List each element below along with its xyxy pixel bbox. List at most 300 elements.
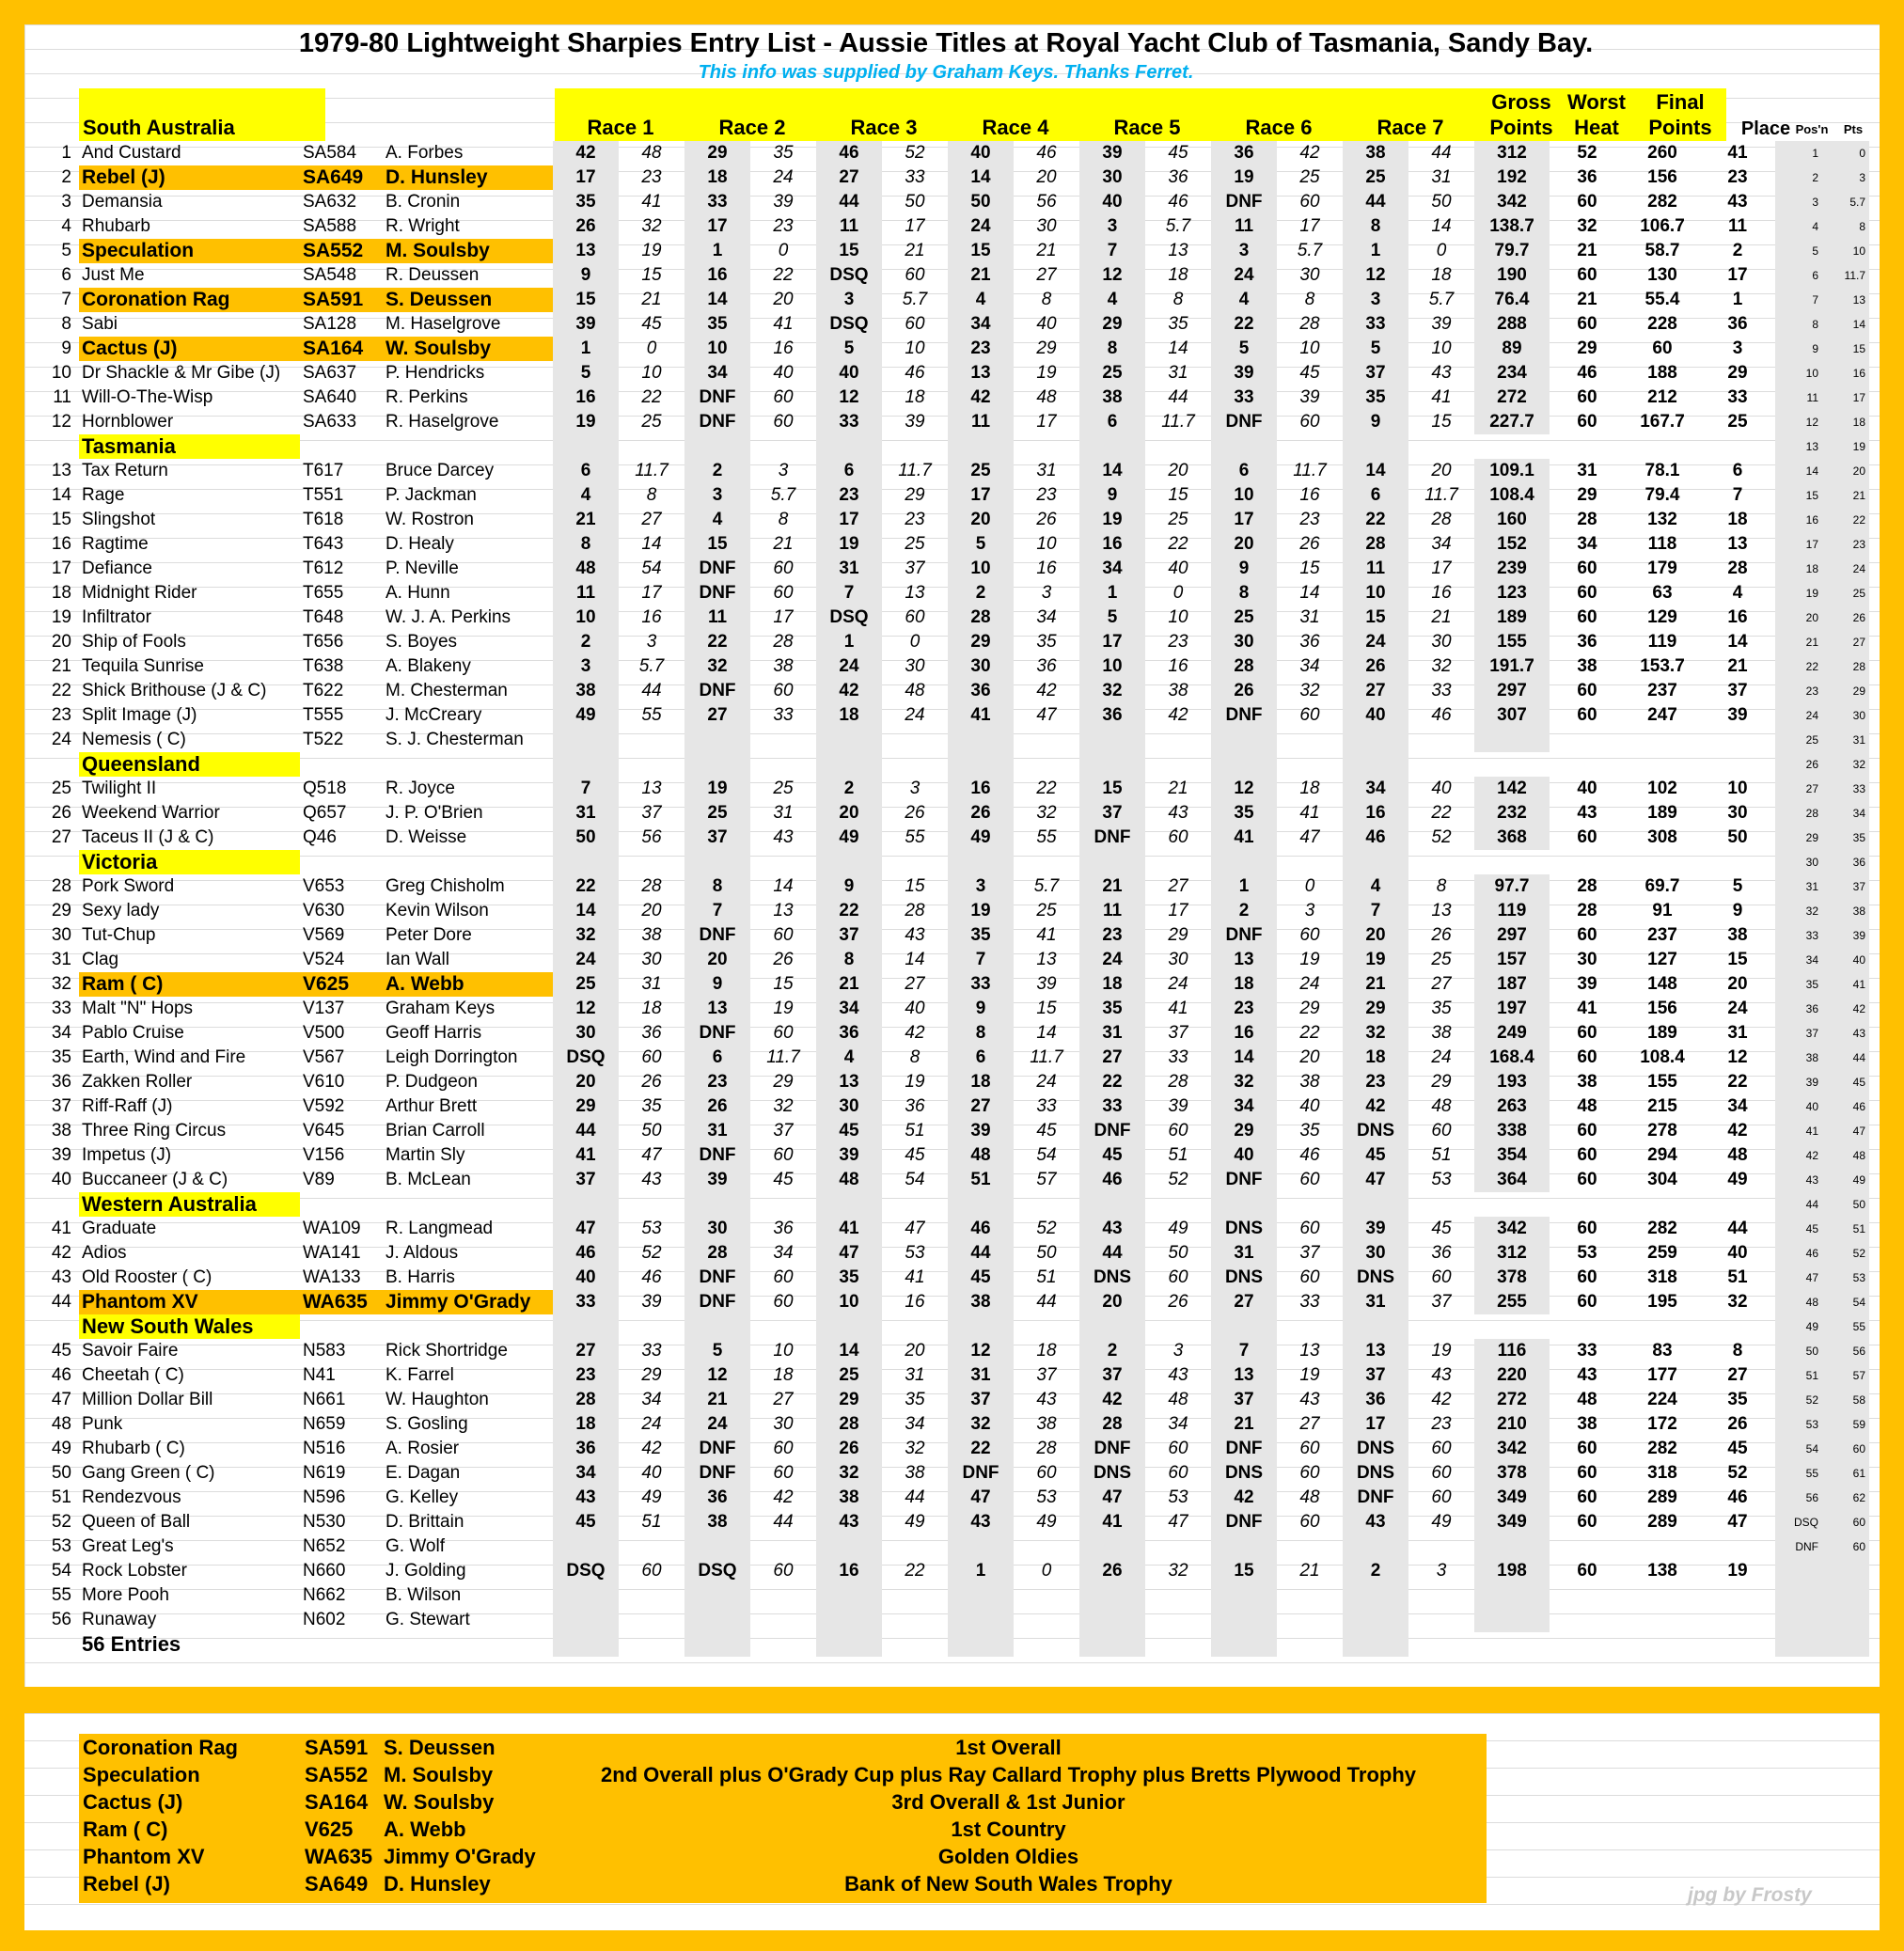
boat-name: Dr Shackle & Mr Gibe (J) — [82, 363, 281, 383]
sail-number: Q518 — [303, 779, 347, 798]
pts-value — [1822, 1583, 1869, 1608]
state-header: Victoria — [79, 850, 300, 874]
award-boat: Rebel (J) — [83, 1872, 170, 1896]
worst-heat — [1550, 1608, 1625, 1632]
race-points: 60 — [1299, 192, 1320, 212]
gross-points: 338 — [1474, 1119, 1550, 1143]
boat-name: Great Leg's — [82, 1536, 174, 1556]
race-cell — [619, 1314, 684, 1339]
posn-value: DNF — [1775, 1534, 1822, 1559]
race-place — [1211, 728, 1277, 752]
race-place: 37 — [1211, 1388, 1277, 1412]
pts-value: 41 — [1822, 972, 1869, 997]
race-points: 18 — [773, 1365, 794, 1385]
race-place: 45 — [816, 1119, 882, 1143]
posn-value: 49 — [1775, 1314, 1822, 1339]
race-points: 39 — [905, 412, 925, 432]
place: 5 — [1732, 876, 1743, 896]
posn-value: 27 — [1775, 777, 1822, 801]
race-points: 16 — [1036, 559, 1057, 578]
race-points: 37 — [1168, 1023, 1188, 1043]
race-place: 5 — [948, 532, 1014, 557]
skipper: Brian Carroll — [386, 1121, 485, 1141]
race-points: 60 — [1168, 1121, 1188, 1141]
gross-points: 342 — [1474, 190, 1550, 214]
race-place: 16 — [816, 1559, 882, 1583]
sail-number: SA552 — [300, 239, 383, 263]
final-points: 260 — [1647, 143, 1677, 163]
posn-value: 11 — [1775, 385, 1822, 410]
posn-value: 8 — [1775, 312, 1822, 337]
race-points: 52 — [905, 143, 925, 163]
race-place: DNF — [684, 1021, 750, 1046]
race-points: 13 — [1431, 901, 1452, 920]
race-1-header: Race 1 — [587, 116, 654, 139]
gross-points: 187 — [1474, 972, 1550, 997]
sail-number: Q46 — [303, 827, 337, 847]
entry-number: 8 — [61, 314, 71, 334]
race-points: 34 — [1036, 607, 1057, 627]
race-place: 22 — [553, 874, 619, 899]
pts-value: 49 — [1822, 1168, 1869, 1192]
gross-points: 234 — [1474, 361, 1550, 385]
race-points: 19 — [641, 241, 662, 260]
race-cell — [948, 434, 1014, 459]
race-place: DSQ — [553, 1559, 619, 1583]
race-place: 39 — [1211, 361, 1277, 385]
race-place: 37 — [684, 826, 750, 850]
award-skipper: M. Soulsby — [384, 1763, 494, 1786]
race-points: 60 — [773, 412, 794, 432]
award-title: Golden Oldies — [937, 1845, 1079, 1868]
race-place: DNF — [684, 385, 750, 410]
entry-number: 37 — [51, 1096, 71, 1116]
pts-value: 3 — [1822, 165, 1869, 190]
skipper: P. Hendricks — [386, 363, 485, 383]
race-points: 54 — [905, 1170, 925, 1189]
sail-number — [300, 1314, 383, 1339]
place: 27 — [1727, 1365, 1748, 1385]
race-points: 24 — [1299, 974, 1320, 994]
table-row — [24, 801, 1869, 826]
race-place: 14 — [948, 165, 1014, 190]
race-points: 56 — [641, 827, 662, 847]
race-place: 26 — [1343, 654, 1408, 679]
race-place: 19 — [1079, 508, 1145, 532]
race-points: 41 — [641, 192, 662, 212]
place: 9 — [1732, 901, 1743, 920]
race-place: 23 — [553, 1363, 619, 1388]
race-place: 35 — [1211, 801, 1277, 826]
award-sail: WA635 — [305, 1845, 373, 1868]
race-place — [816, 1583, 882, 1608]
worst-heat: 60 — [1577, 265, 1597, 285]
race-place: 29 — [948, 630, 1014, 654]
race-points — [1408, 1583, 1474, 1608]
race-points: 28 — [641, 876, 662, 896]
race-place: 7 — [684, 899, 750, 923]
race-cell — [1343, 850, 1408, 874]
worst-heat: 60 — [1577, 925, 1597, 945]
race-cell — [1277, 1632, 1343, 1657]
posn-value — [1775, 1632, 1822, 1657]
race-place: 34 — [1211, 1094, 1277, 1119]
race-cell — [1277, 1192, 1343, 1217]
race-place: 10 — [1343, 581, 1408, 606]
race-points: 39 — [1036, 974, 1057, 994]
final-points: 148 — [1647, 974, 1677, 994]
race-points: 5.7 — [1428, 290, 1455, 309]
place: 7 — [1732, 485, 1743, 505]
race-points: 26 — [1431, 925, 1452, 945]
posn-value: 4 — [1775, 214, 1822, 239]
race-place: 26 — [816, 1437, 882, 1461]
worst-heat: 60 — [1577, 1439, 1597, 1458]
pts-value: 50 — [1822, 1192, 1869, 1217]
race-points: 39 — [773, 192, 794, 212]
race-points: 45 — [1299, 363, 1320, 383]
worst-header-2: Heat — [1574, 116, 1619, 139]
skipper: M. Soulsby — [383, 239, 553, 263]
table-row — [24, 1534, 1869, 1559]
table-row — [24, 214, 1869, 239]
race-place: 37 — [948, 1388, 1014, 1412]
race-points: 3 — [1172, 1341, 1184, 1361]
entry-number: 36 — [51, 1072, 71, 1092]
table-row — [24, 1119, 1869, 1143]
skipper: J. Aldous — [386, 1243, 459, 1263]
final-points: 318 — [1647, 1463, 1677, 1483]
pts-value: 8 — [1822, 214, 1869, 239]
race-points: 57 — [1036, 1170, 1057, 1189]
sail-number: V89 — [303, 1170, 335, 1189]
race-place: 6 — [553, 459, 619, 483]
gross-points: 116 — [1474, 1339, 1550, 1363]
race-points: 30 — [905, 656, 925, 676]
final-points: 167.7 — [1640, 412, 1685, 432]
entry-number: 19 — [51, 607, 71, 627]
award-row — [79, 1870, 1487, 1897]
place: 51 — [1727, 1267, 1748, 1287]
race-place: 29 — [1211, 1119, 1277, 1143]
table-row — [24, 1168, 1869, 1192]
sail-number: N602 — [303, 1610, 346, 1629]
place: 17 — [1727, 265, 1748, 285]
race-points: 51 — [1168, 1145, 1188, 1165]
table-row — [24, 141, 1869, 165]
entry-number: 2 — [61, 167, 71, 187]
gross-points: 79.7 — [1474, 239, 1550, 263]
race-points: 50 — [1168, 1243, 1188, 1263]
race-points: 24 — [773, 167, 794, 187]
race-points — [750, 1534, 816, 1559]
race-points: 40 — [641, 1463, 662, 1483]
gross-points: 288 — [1474, 312, 1550, 337]
pts-value: 56 — [1822, 1339, 1869, 1363]
race-cell — [1211, 1632, 1277, 1657]
gross-points: 272 — [1474, 1388, 1550, 1412]
posn-value: 20 — [1775, 606, 1822, 630]
boat-name: Sabi — [82, 314, 118, 334]
final-points: 294 — [1647, 1145, 1677, 1165]
skipper — [383, 434, 553, 459]
race-place: 41 — [816, 1217, 882, 1241]
table-row — [24, 972, 1869, 997]
pts-value: 38 — [1822, 899, 1869, 923]
race-points: 48 — [641, 143, 662, 163]
race-points: 14 — [1036, 1023, 1057, 1043]
race-points: 42 — [1299, 143, 1320, 163]
race-points: 23 — [1299, 510, 1320, 529]
summary-cell — [1474, 434, 1550, 459]
worst-heat: 48 — [1577, 1096, 1597, 1116]
race-cell — [553, 1192, 619, 1217]
race-points — [882, 728, 948, 752]
race-place: 46 — [553, 1241, 619, 1266]
pts-value: 35 — [1822, 826, 1869, 850]
place: 24 — [1727, 999, 1748, 1018]
worst-heat: 28 — [1577, 876, 1597, 896]
race-points: 48 — [1299, 1487, 1320, 1507]
race-cell — [619, 1192, 684, 1217]
race-points: 46 — [1036, 143, 1057, 163]
race-points: 45 — [773, 1170, 794, 1189]
race-place: 44 — [553, 1119, 619, 1143]
race-place: 40 — [1079, 190, 1145, 214]
place: 11 — [1727, 216, 1748, 236]
race-place: 32 — [1343, 1021, 1408, 1046]
race-points: 14 — [1168, 338, 1188, 358]
summary-cell — [1550, 434, 1625, 459]
gross-points: 210 — [1474, 1412, 1550, 1437]
race-place: 43 — [1343, 1510, 1408, 1534]
pts-value: 60 — [1822, 1534, 1869, 1559]
place: 6 — [1732, 461, 1743, 480]
race-points: 8 — [1041, 290, 1052, 309]
race-place: 34 — [1343, 777, 1408, 801]
posn-value: 9 — [1775, 337, 1822, 361]
race-points: 44 — [905, 1487, 925, 1507]
results-table — [24, 141, 1869, 1657]
race-points: 49 — [905, 1512, 925, 1532]
gross-points: 312 — [1474, 141, 1550, 165]
race-points: 3 — [646, 632, 657, 652]
race-place: 24 — [1211, 263, 1277, 288]
race-points: 0 — [1172, 583, 1184, 603]
race-place: DNF — [1211, 1168, 1277, 1192]
worst-heat: 21 — [1577, 241, 1597, 260]
gross-points: 89 — [1474, 337, 1550, 361]
final-points: 304 — [1647, 1170, 1677, 1189]
skipper: B. Cronin — [386, 192, 461, 212]
place: 34 — [1727, 1096, 1748, 1116]
entry-number: 22 — [51, 681, 71, 700]
race-place: 37 — [553, 1168, 619, 1192]
race-points: 47 — [905, 1219, 925, 1238]
table-row — [24, 1266, 1869, 1290]
race-cell — [816, 1314, 882, 1339]
race-place: 25 — [816, 1363, 882, 1388]
summary-cell — [1700, 752, 1775, 777]
boat-name: Malt "N" Hops — [82, 999, 194, 1018]
race-points: 44 — [1431, 143, 1452, 163]
race-points: 14 — [905, 950, 925, 969]
place: 29 — [1727, 363, 1748, 383]
race-points: 13 — [1299, 1341, 1320, 1361]
final-points: 153.7 — [1640, 656, 1685, 676]
race-3-header: Race 3 — [850, 116, 918, 139]
entry-number: 21 — [51, 656, 71, 676]
race-cell — [1277, 752, 1343, 777]
race-points: 43 — [905, 925, 925, 945]
race-points: 13 — [773, 901, 794, 920]
race-points: 35 — [641, 1096, 662, 1116]
race-cell — [750, 434, 816, 459]
place: 10 — [1727, 779, 1748, 798]
race-cell — [882, 850, 948, 874]
race-place: 15 — [1079, 777, 1145, 801]
race-place: DNF — [684, 557, 750, 581]
race-cell — [684, 850, 750, 874]
race-points: 41 — [1431, 387, 1452, 407]
race-points: 39 — [1431, 314, 1452, 334]
pts-value: 59 — [1822, 1412, 1869, 1437]
boat-name: Speculation — [79, 239, 300, 263]
skipper: Peter Dore — [386, 925, 472, 945]
race-points: 24 — [1036, 1072, 1057, 1092]
pts-value: 24 — [1822, 557, 1869, 581]
skipper: D. Weisse — [386, 827, 467, 847]
race-points: 60 — [1299, 1170, 1320, 1189]
race-points: 44 — [773, 1512, 794, 1532]
race-place: 34 — [553, 1461, 619, 1486]
race-points: 42 — [1168, 705, 1188, 725]
race-cell — [553, 1632, 619, 1657]
race-cell — [948, 1632, 1014, 1657]
pts-value: 58 — [1822, 1388, 1869, 1412]
race-points: 13 — [641, 779, 662, 798]
race-points — [750, 1583, 816, 1608]
race-points: 26 — [641, 1072, 662, 1092]
sail-number: Q657 — [303, 803, 347, 823]
race-points: 8 — [1436, 876, 1447, 896]
race-points: 50 — [641, 1121, 662, 1141]
gross-points: 76.4 — [1474, 288, 1550, 312]
race-place: 16 — [1079, 532, 1145, 557]
boat-name: Coronation Rag — [79, 288, 300, 312]
table-row — [24, 312, 1869, 337]
race-points: 11.7 — [635, 461, 669, 480]
race-points: 36 — [1036, 656, 1057, 676]
entry-number: 48 — [51, 1414, 71, 1434]
race-points: 51 — [905, 1121, 925, 1141]
race-points — [1277, 1608, 1343, 1632]
worst-heat: 29 — [1577, 485, 1597, 505]
final-points: 228 — [1647, 314, 1677, 334]
sail-number: SA633 — [303, 412, 357, 432]
posn-value: 31 — [1775, 874, 1822, 899]
race-points: 25 — [1431, 950, 1452, 969]
boat-name: More Pooh — [82, 1585, 169, 1605]
race-points: 60 — [1431, 1267, 1452, 1287]
race-points: 24 — [1168, 974, 1188, 994]
worst-heat: 29 — [1577, 338, 1597, 358]
race-place: 26 — [1079, 1559, 1145, 1583]
race-place — [1343, 1534, 1408, 1559]
summary-cell — [1550, 752, 1625, 777]
award-row — [79, 1843, 1487, 1870]
race-place: 30 — [1079, 165, 1145, 190]
boat-name: Weekend Warrior — [82, 803, 220, 823]
race-place: 10 — [553, 606, 619, 630]
race-points — [619, 1583, 684, 1608]
gross-points: 342 — [1474, 1217, 1550, 1241]
race-place: 20 — [684, 948, 750, 972]
race-points: 33 — [641, 1341, 662, 1361]
gross-points: 312 — [1474, 1241, 1550, 1266]
race-points: 30 — [641, 950, 662, 969]
posn-value: 14 — [1775, 459, 1822, 483]
race-place: DNS — [1343, 1461, 1408, 1486]
posn-value: 41 — [1775, 1119, 1822, 1143]
race-cell — [1408, 1192, 1474, 1217]
skipper: K. Farrel — [386, 1365, 454, 1385]
race-points: 55 — [905, 827, 925, 847]
place: 16 — [1727, 607, 1748, 627]
pts-value: 20 — [1822, 459, 1869, 483]
table-row — [24, 1388, 1869, 1412]
race-place: DSQ — [816, 263, 882, 288]
race-points: 26 — [905, 803, 925, 823]
race-points: 35 — [1036, 632, 1057, 652]
race-cell — [1014, 434, 1079, 459]
pts-value: 5.7 — [1822, 190, 1869, 214]
race-points: 53 — [905, 1243, 925, 1263]
race-points: 28 — [1299, 314, 1320, 334]
race-points: 60 — [1168, 1463, 1188, 1483]
pts-value: 11.7 — [1822, 263, 1869, 288]
boat-name: Sexy lady — [82, 901, 160, 920]
race-points: 49 — [1036, 1512, 1057, 1532]
race-points: 47 — [1299, 827, 1320, 847]
race-points: 11.7 — [898, 461, 932, 480]
race-place: 7 — [948, 948, 1014, 972]
gross-points: 152 — [1474, 532, 1550, 557]
place: 14 — [1727, 632, 1748, 652]
race-cell — [619, 850, 684, 874]
entry-number: 34 — [51, 1023, 71, 1043]
table-row — [24, 899, 1869, 923]
race-place: 4 — [1343, 874, 1408, 899]
race-points: 32 — [1036, 803, 1057, 823]
race-points — [1145, 1608, 1211, 1632]
race-points: 48 — [905, 681, 925, 700]
entry-number: 23 — [51, 705, 71, 725]
race-points: 39 — [1299, 387, 1320, 407]
race-points: 54 — [1036, 1145, 1057, 1165]
posn-value: 40 — [1775, 1094, 1822, 1119]
award-skipper: D. Hunsley — [384, 1872, 491, 1896]
race-points: 16 — [773, 338, 794, 358]
race-points: 46 — [641, 1267, 662, 1287]
race-place: 32 — [553, 923, 619, 948]
place: 33 — [1727, 387, 1748, 407]
posn-value: 47 — [1775, 1266, 1822, 1290]
race-place: 27 — [1343, 679, 1408, 703]
gross-points: 342 — [1474, 1437, 1550, 1461]
place: 26 — [1727, 1414, 1748, 1434]
race-place: 12 — [948, 1339, 1014, 1363]
